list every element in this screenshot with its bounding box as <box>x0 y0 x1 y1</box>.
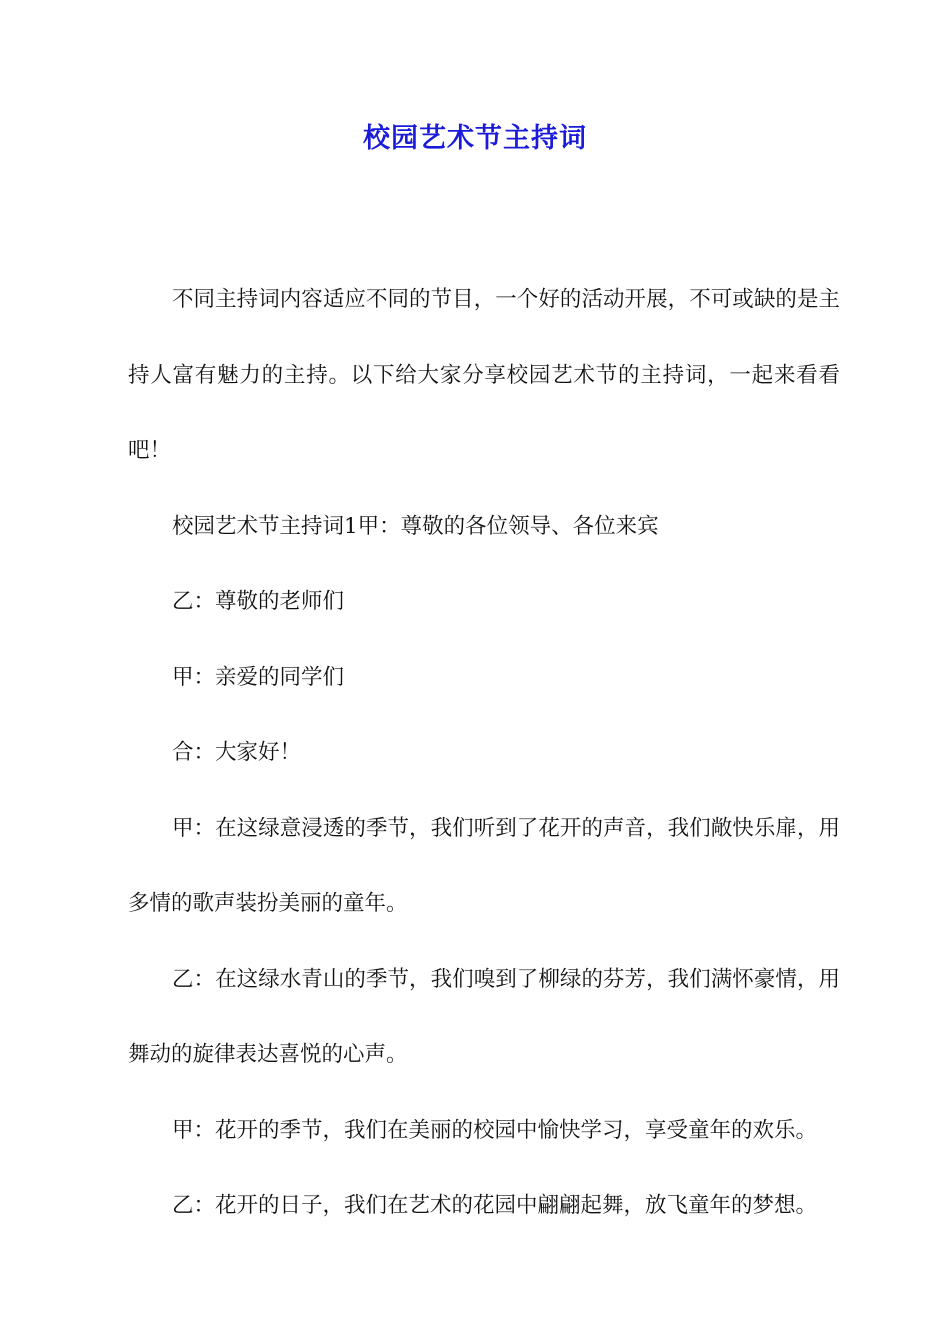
script-line: 乙：在这绿水青山的季节，我们嗅到了柳绿的芬芳，我们满怀豪情，用舞动的旋律表达喜悦的心声。 <box>128 966 840 1067</box>
script-line: 乙：尊敬的老师们 <box>172 589 345 614</box>
document-body <box>128 262 840 1244</box>
script-line: 甲：在这绿意浸透的季节，我们听到了花开的声音，我们敞快乐扉，用多情的歌声装扮美丽的童年。 <box>128 815 840 916</box>
intro-paragraph: 不同主持词内容适应不同的节目，一个好的活动开展，不可或缺的是主持人富有魅力的主持。以下给大家分享校园艺术节的主持词，一起来看看吧！ <box>128 287 840 463</box>
document-title: 校园艺术节主持词 <box>363 123 587 154</box>
script-line: 合：大家好！ <box>172 740 302 765</box>
script-line: 甲：亲爱的同学们 <box>172 664 345 690</box>
script-line: 乙：花开的日子，我们在艺术的花园中翩翩起舞，放飞童年的梦想。 <box>172 1193 818 1218</box>
script-line: 甲：花开的季节，我们在美丽的校园中愉快学习，享受童年的欢乐。 <box>172 1117 818 1143</box>
script-line: 校园艺术节主持词1甲：尊敬的各位领导、各位来宾 <box>172 513 659 539</box>
